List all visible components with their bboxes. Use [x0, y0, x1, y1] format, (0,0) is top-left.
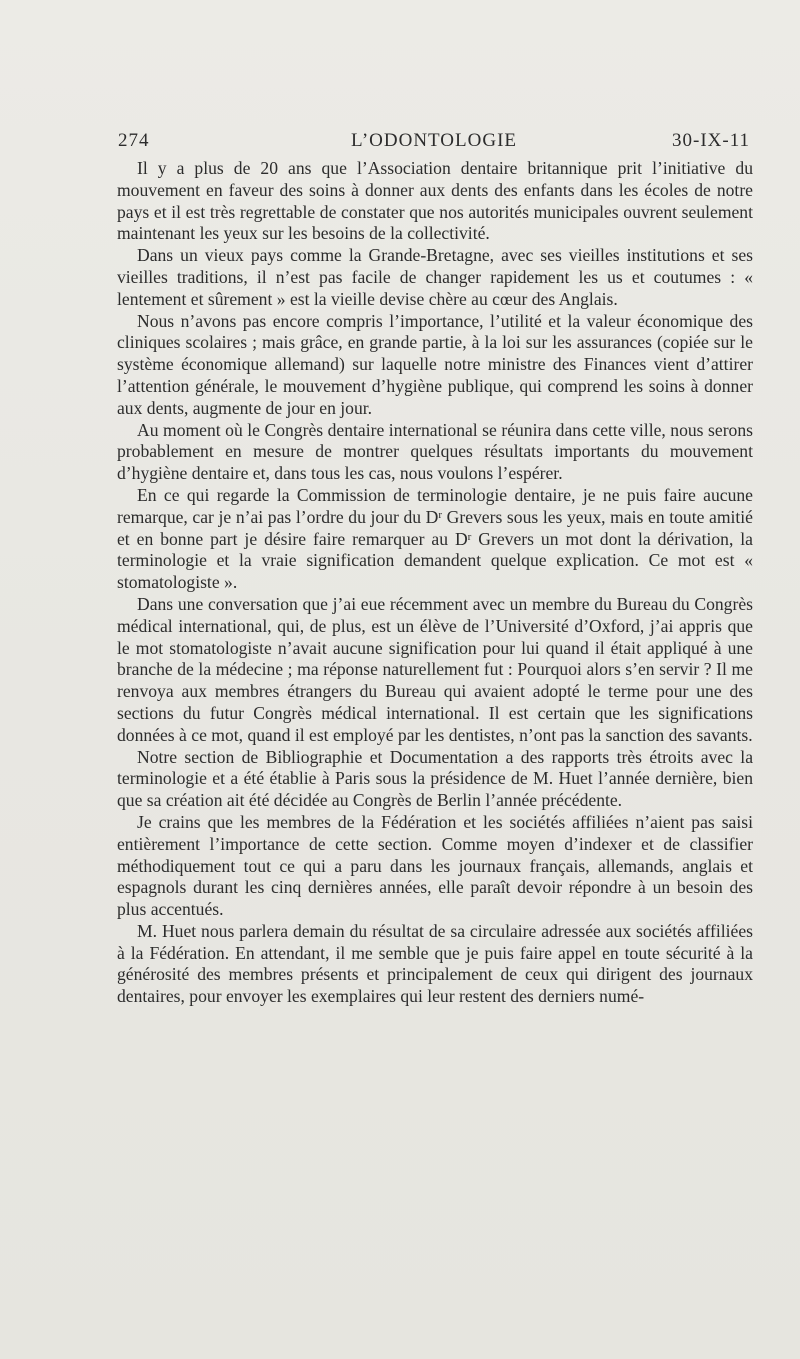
paragraph: Je crains que les membres de la Fédération et les sociétés affiliées n’aient pas saisi entièrement l’importance de cette section. Comme moyen d’indexer et de classifier méthodiquement tout ce qui a paru dans les journaux français, allemands, anglais et espagnols durant les cinq dernières années, elle paraît devoir répondre à un besoin des plus accentués.	[117, 811, 753, 920]
paragraph: Nous n’avons pas encore compris l’importance, l’utilité et la valeur économique des cliniques scolaires ; mais grâce, en grande partie, à la loi sur les assurances (copiée sur le système économique allemand) sur laquelle notre ministre des Finances vient d’attirer l’attention générale, le mouvement d’hygiène publique, qui comprend les soins à donner aux dents, augmente de jour en jour.	[117, 310, 753, 418]
page-number: 274	[118, 130, 150, 151]
paragraph: Dans un vieux pays comme la Grande-Bretagne, avec ses vieilles institutions et ses vieilles traditions, il n’est pas facile de changer rapidement les us et coutumes : « lentement et sûrement » est la vieille devise chère au cœur des Anglais.	[117, 245, 753, 309]
article-body	[117, 158, 753, 1008]
paragraph	[117, 485, 753, 594]
paragraph: M. Huet nous parlera demain du résultat de sa circulaire adressée aux sociétés affiliées à la Fédération. En attendant, il me semble que je puis faire appel en toute sécurité à la générosité des membres présents et principalement de ceux qui dirigent des journaux dentaires, pour envoyer les exemplaires qui leur restent des derniers numé-	[117, 920, 753, 1007]
issue-date: 30-IX-11	[672, 130, 750, 151]
journal-title: L’ODONTOLOGIE	[350, 130, 518, 151]
paragraph: Il y a plus de 20 ans que l’Association dentaire britannique prit l’initiative du mouvement en faveur des soins à donner aux dents des enfants dans les écoles de notre pays et il est très regrettable de constater que nos autorités municipales ouvrent seulement maintenant les yeux sur les besoins de la collectivité.	[117, 158, 753, 244]
paragraph-text: Grevers un mot dont la dérivation, la terminologie et la vraie signification demandent quelque explication. Ce mot est « stomatologiste ».	[117, 528, 753, 593]
paragraph: Dans une conversation que j’ai eue récemment avec un membre du Bureau du Congrès médical international, qui, de plus, est un élève de l’Université d’Oxford, j’ai appris que le mot stomatologiste n’avait aucune signification pour lui quand il était appliqué à une branche de la médecine ; ma réponse naturellement fut : Pourquoi alors s’en servir ? Il me renvoya aux membres étrangers du Bureau qui avaient adopté le terme pour une des sections du futur Congrès médical international. Il est certain que les significations données à ce mot, quand il est employé par les dentistes, n’ont pas la sanction des savants.	[117, 593, 753, 745]
paragraph-text: En ce qui regarde la Commission de terminologie dentaire, je ne puis faire aucune remarque, car je n’ai pas l’ordre du jour du D	[117, 484, 753, 527]
running-header	[118, 130, 750, 156]
paragraph-text: Grevers sous les yeux, mais en toute amitié et en bonne part je désire faire remarquer au D	[117, 506, 753, 549]
superscript: r	[467, 530, 472, 543]
superscript: r	[438, 508, 443, 521]
paragraph: Au moment où le Congrès dentaire international se réunira dans cette ville, nous serons probablement en mesure de montrer quelques résultats importants du mouvement d’hygiène dentaire et, dans tous les cas, nous voulons l’espérer.	[117, 419, 753, 484]
paragraph: Notre section de Bibliographie et Documentation a des rapports très étroits avec la terminologie et a été établie à Paris sous la présidence de M. Huet l’année dernière, bien que sa création ait été décidée au Congrès de Berlin l’année précédente.	[117, 746, 753, 811]
